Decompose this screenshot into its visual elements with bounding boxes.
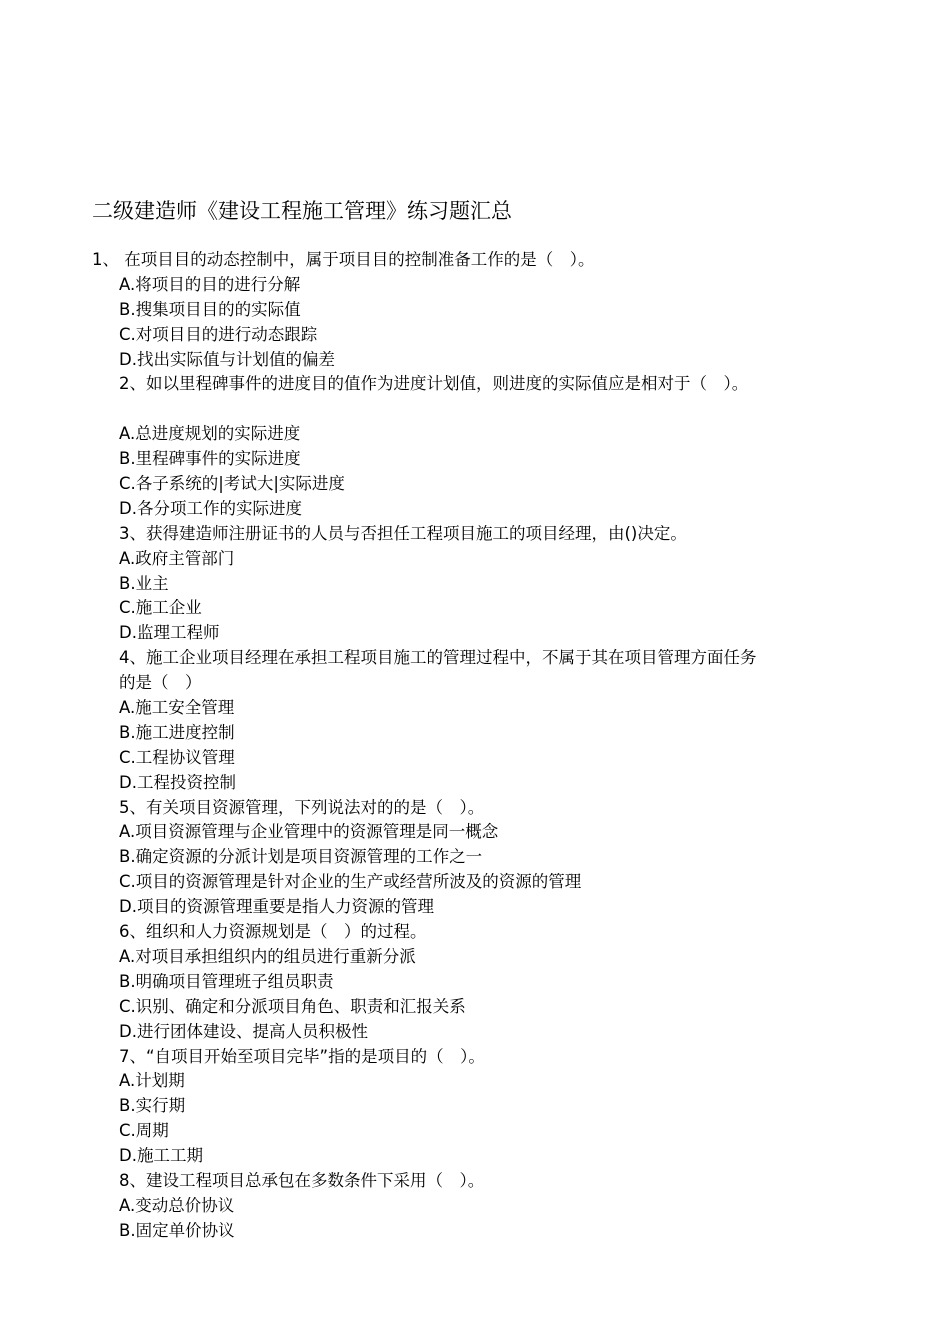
- option-a: A.施工安全管理: [119, 698, 235, 718]
- option-a: A.政府主管部门: [119, 548, 235, 568]
- option-d: D.进行团体建设、提高人员积极性: [119, 1021, 368, 1041]
- question-list: [0, 248, 950, 1244]
- option-b: B.明确项目管理班子组员职责: [119, 971, 334, 991]
- option-d: D.各分项工作的实际进度: [119, 498, 302, 518]
- question-text-continued: 的是（ ）: [119, 673, 202, 693]
- option-c: C.施工企业: [119, 598, 202, 618]
- option-b: B.实行期: [119, 1096, 186, 1116]
- option-b: B.里程碑事件的实际进度: [119, 449, 301, 469]
- option-d: D.项目的资源管理重要是指人力资源的管理: [119, 897, 434, 917]
- question-text: 8、建设工程项目总承包在多数条件下采用（ ）。: [119, 1170, 485, 1190]
- question-text: 4、施工企业项目经理在承担工程项目施工的管理过程中，不属于其在项目管理方面任务: [119, 648, 757, 668]
- option-c: C.各子系统的|考试大|实际进度: [119, 474, 345, 494]
- option-a: A.计划期: [119, 1071, 185, 1091]
- option-a: A.项目资源管理与企业管理中的资源管理是同一概念: [119, 822, 499, 842]
- option-b: B.固定单价协议: [119, 1220, 235, 1240]
- option-d: D.施工工期: [119, 1146, 203, 1166]
- question-7: [0, 1045, 950, 1169]
- option-a: A.对项目承担组织内的组员进行重新分派: [119, 946, 416, 966]
- question-text: 3、获得建造师注册证书的人员与否担任工程项目施工的项目经理，由()决定。: [119, 523, 687, 543]
- question-2: [0, 372, 950, 521]
- blank-line: [0, 397, 950, 422]
- option-b: B.业主: [119, 573, 169, 593]
- option-b: B.搜集项目目的的实际值: [119, 299, 301, 319]
- option-c: C.工程协议管理: [119, 747, 235, 767]
- option-b: B.施工进度控制: [119, 722, 235, 742]
- option-c: C.项目的资源管理是针对企业的生产或经营所波及的资源的管理: [119, 872, 582, 892]
- option-c: C.对项目目的进行动态跟踪: [119, 324, 318, 344]
- question-6: [0, 920, 950, 1044]
- option-c: C.识别、确定和分派项目角色、职责和汇报关系: [119, 996, 466, 1016]
- question-text: 5、有关项目资源管理，下列说法对的的是（ ）。: [119, 797, 485, 817]
- question-text: 1、 在项目目的动态控制中，属于项目目的控制准备工作的是（ ）。: [92, 250, 595, 269]
- option-d: D.监理工程师: [119, 623, 220, 643]
- question-text: 7、“自项目开始至项目完毕”指的是项目的（ ）。: [119, 1046, 485, 1066]
- option-a: A.总进度规划的实际进度: [119, 424, 301, 444]
- question-text: 2、如以里程碑事件的进度目的值作为进度计划值，则进度的实际值应是相对于（ ）。: [119, 374, 749, 394]
- question-text: 6、组织和人力资源规划是（ ）的过程。: [119, 922, 427, 942]
- question-4: [0, 646, 950, 795]
- option-d: D.找出实际值与计划值的偏差: [119, 349, 335, 369]
- question-8: [0, 1169, 950, 1244]
- document-title: 二级建造师《建设工程施工管理》练习题汇总: [92, 199, 512, 223]
- question-5: [0, 796, 950, 920]
- option-d: D.工程投资控制: [119, 772, 236, 792]
- option-c: C.周期: [119, 1121, 169, 1141]
- question-1: [0, 248, 950, 372]
- option-a: A.将项目的目的进行分解: [119, 274, 301, 294]
- option-b: B.确定资源的分派计划是项目资源管理的工作之一: [119, 847, 483, 867]
- question-3: [0, 522, 950, 646]
- option-a: A.变动总价协议: [119, 1195, 235, 1215]
